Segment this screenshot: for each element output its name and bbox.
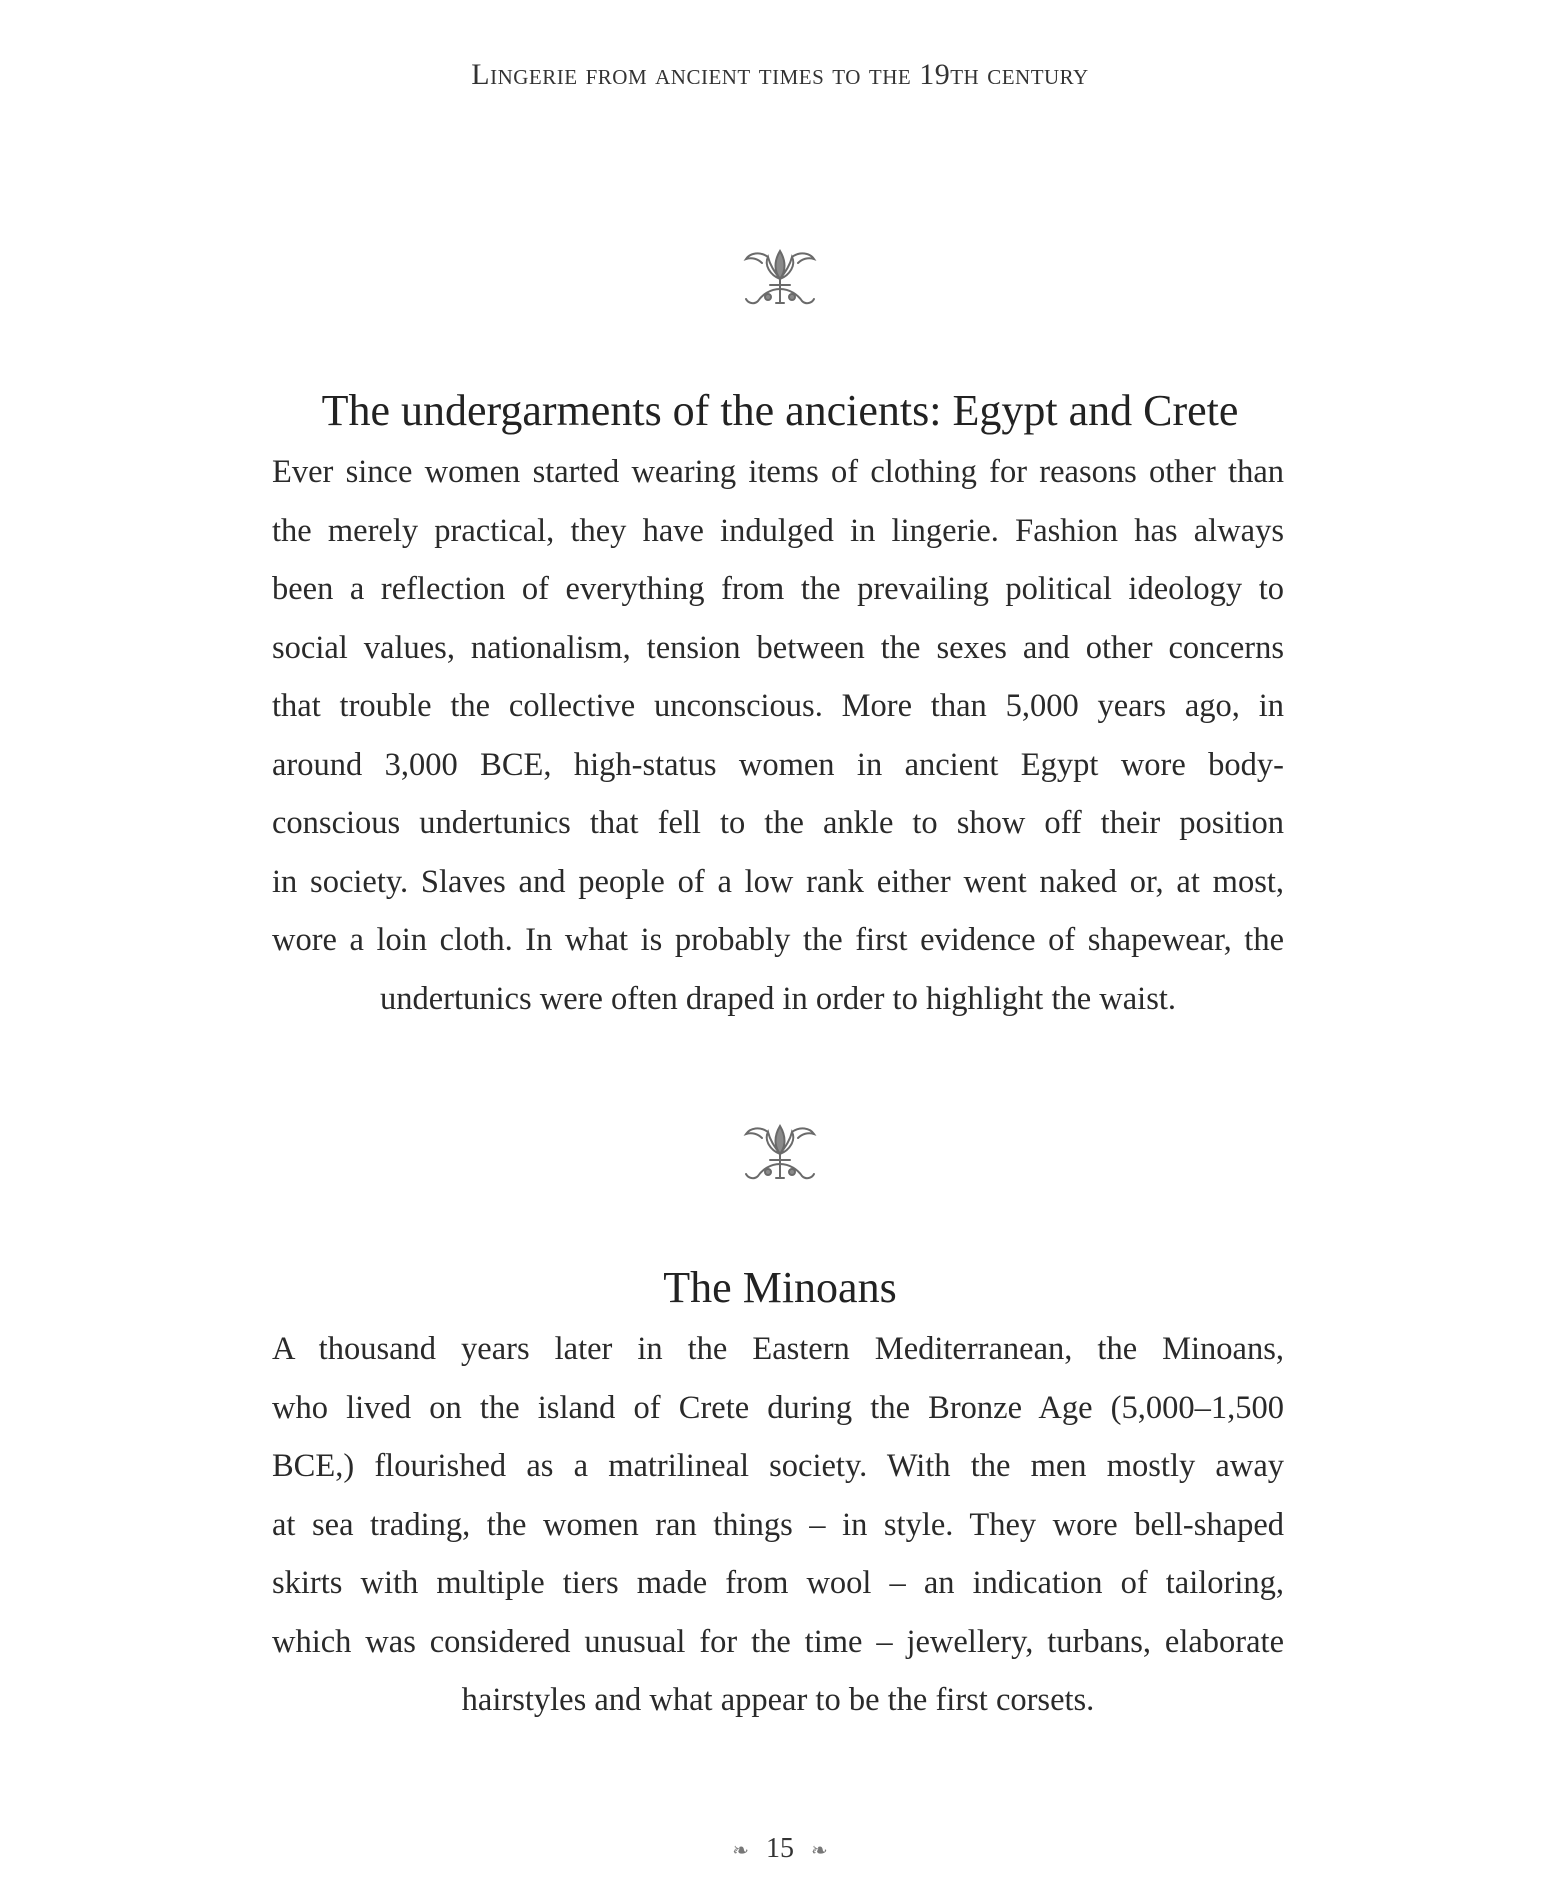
text-line: undertunics were often draped in order to highlight the waist. (379, 980, 1177, 1017)
text-line: who lived on the island of Crete during the Bronze Age (5,000–1,500 (272, 1389, 1284, 1426)
text-line: social values, nationalism, tension between the sexes and other concerns (272, 629, 1284, 666)
text-line: been a reflection of everything from the prevailing political ideology to (272, 571, 1284, 607)
running-head: Lingerie from ancient times to the 19th century (471, 58, 1089, 91)
text-line: which was considered unusual for the time – jewellery, turbans, elaborate (272, 1623, 1284, 1660)
text-line: conscious undertunics that fell to the ankle to show off their position (272, 805, 1284, 841)
text-line: the merely practical, they have indulged in lingerie. Fashion has always (272, 512, 1284, 549)
section-body (272, 1320, 1284, 1730)
page-number: 15 (766, 1833, 794, 1864)
page-number-footer (0, 1833, 1560, 1865)
section-body (272, 443, 1284, 1028)
fleur-de-lis-ornament-icon (740, 245, 820, 309)
left-flourish-icon: ❧ (732, 1840, 749, 1863)
text-line: skirts with multiple tiers made from wool – an indication of tailoring, (272, 1565, 1284, 1601)
text-line: wore a loin cloth. In what is probably the first evidence of shapewear, the (272, 922, 1284, 958)
section-title: The undergarments of the ancients: Egypt and Crete (321, 386, 1239, 435)
text-line: that trouble the collective unconscious. More than 5,000 years ago, in (272, 688, 1284, 724)
text-line: at sea trading, the women ran things – in style. They wore bell-shaped (272, 1506, 1284, 1543)
text-line: A thousand years later in the Eastern Mediterranean, the Minoans, (272, 1331, 1284, 1367)
right-flourish-icon: ❧ (811, 1840, 828, 1863)
text-line: Ever since women started wearing items of clothing for reasons other than (272, 454, 1284, 490)
text-line: BCE,) flourished as a matrilineal society. With the men mostly away (272, 1448, 1284, 1484)
text-line: hairstyles and what appear to be the first corsets. (461, 1682, 1095, 1718)
text-line: around 3,000 BCE, high-status women in ancient Egypt wore body- (272, 746, 1284, 783)
text-line: in society. Slaves and people of a low rank either went naked or, at most, (272, 863, 1284, 900)
fleur-de-lis-ornament-icon (740, 1120, 820, 1184)
section-title: The Minoans (663, 1263, 897, 1312)
